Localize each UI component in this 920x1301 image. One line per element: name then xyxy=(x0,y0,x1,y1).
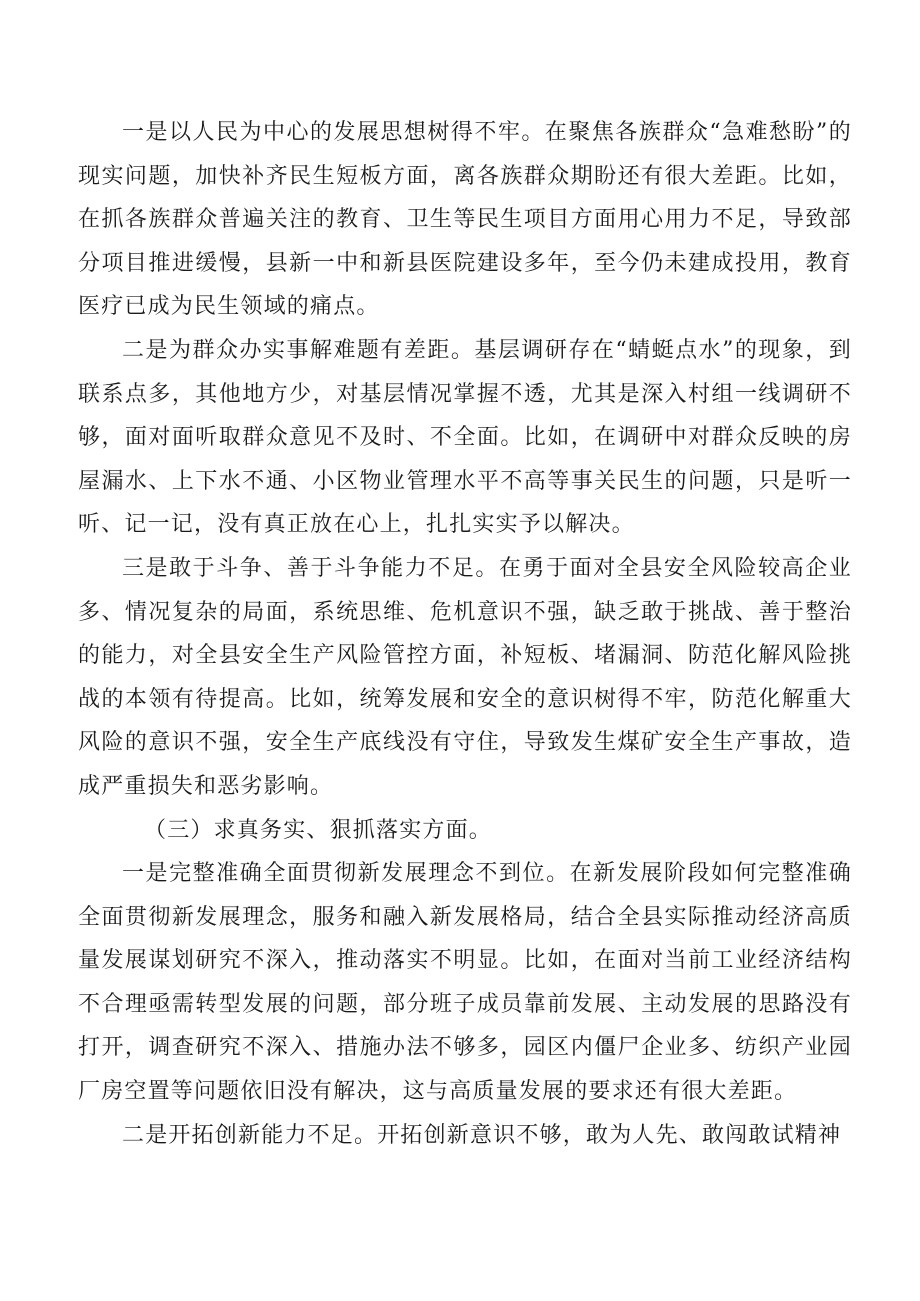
paragraph-innovation: 二是开拓创新能力不足。开拓创新意识不够，敢为人先、敢闯敢试精神 xyxy=(122,1122,842,1148)
document-body xyxy=(78,111,852,1157)
paragraph-struggle-ability: 三是敢于斗争、善于斗争能力不足。在勇于面对全县安全风险较高企业多、情况复杂的局面，系统思维、危机意识不强，缺乏敢于挑战、善于整治的能力，对全县安全生产风险管控方面，补短板、堵漏洞、防范化解风险挑战的本领有待提高。比如，统筹发展和安全的意识树得不牢，防范化解重大风险的意识不强，安全生产底线没有守住，导致发生煤矿安全生产事故，造成严重损失和恶劣影响。 xyxy=(78,555,852,799)
section-heading-3: （三）求真务实、狠抓落实方面。 xyxy=(144,817,493,843)
paragraph-serving-masses: 二是为群众办实事解难题有差距。基层调研存在“蜻蜓点水”的现象，到联系点多，其他地方少，对基层情况掌握不透，尤其是深入村组一线调研不够，面对面听取群众意见不及时、不全面。比如，在调研中对群众反映的房屋漏水、上下水不通、小区物业管理水平不高等事关民生的问题，只是听一听、记一记，没有真正放在心上，扎扎实实予以解决。 xyxy=(78,337,852,538)
paragraph-new-development: 一是完整准确全面贯彻新发展理念不到位。在新发展阶段如何完整准确全面贯彻新发展理念，服务和融入新发展格局，结合全县实际推动经济高质量发展谋划研究不深入，推动落实不明显。比如，在面对当前工业经济结构不合理亟需转型发展的问题，部分班子成员靠前发展、主动发展的思路没有打开，调查研究不深入、措施办法不够多，园区内僵尸企业多、纺织产业园厂房空置等问题依旧没有解决，这与高质量发展的要求还有很大差距。 xyxy=(78,861,852,1105)
paragraph-people-centered: 一是以人民为中心的发展思想树得不牢。在聚焦各族群众“急难愁盼”的现实问题，加快补齐民生短板方面，离各族群众期盼还有很大差距。比如，在抓各族群众普遍关注的教育、卫生等民生项目方面用心用力不足，导致部分项目推进缓慢，县新一中和新县医院建设多年，至今仍未建成投用，教育医疗已成为民生领域的痛点。 xyxy=(78,120,852,320)
